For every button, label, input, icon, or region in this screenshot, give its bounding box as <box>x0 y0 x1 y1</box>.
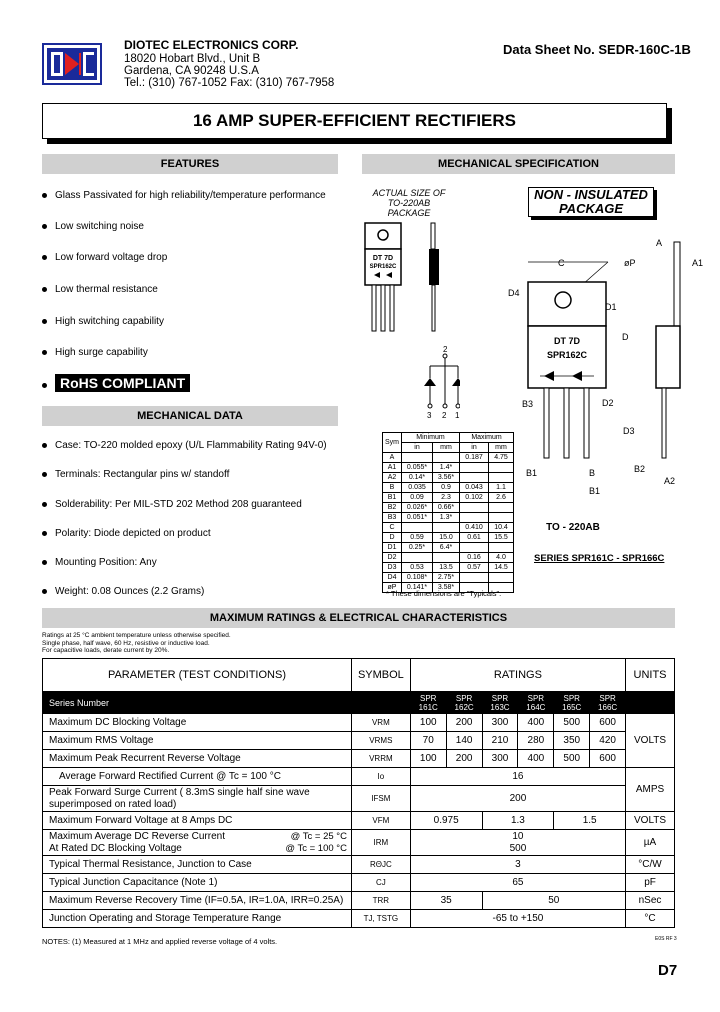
table-row: Typical Junction Capacitance (Note 1) CJ 65 pF <box>43 874 675 892</box>
small-pin <box>372 285 376 331</box>
mech-data-item: Solderability: Per MIL-STD 202 Method 208 guaranteed <box>42 499 302 510</box>
dim-label-b2: B2 <box>634 464 646 474</box>
side-tab <box>431 223 435 249</box>
dim-label-c: C <box>558 258 565 268</box>
small-pin <box>381 285 385 331</box>
dim-row: D1 0.25* 6.4* <box>383 543 514 553</box>
series-label: SERIES SPR161C - SPR166C <box>534 553 665 564</box>
table-row: Maximum Forward Voltage at 8 Amps DC VFM 0.975 1.3 1.5 VOLTS <box>43 812 675 830</box>
mech-data-item: Case: TO-220 molded epoxy (U/L Flammability Rating 94V-0) <box>42 440 327 451</box>
dim-row: A2 0.14* 3.56* <box>383 473 514 483</box>
dim-row: øP 0.141* 3.58* <box>383 583 514 593</box>
mech-data-item: Polarity: Diode depicted on product <box>42 528 211 539</box>
feature-item: Low forward voltage drop <box>42 252 167 263</box>
drawing-mounting-hole <box>555 292 571 308</box>
dim-label-a1: A1 <box>692 258 704 268</box>
footnote: NOTES: (1) Measured at 1 MHz and applied reverse voltage of 4 volts. <box>42 937 278 946</box>
schematic-diode-icon <box>424 378 436 386</box>
drawing-pin <box>544 388 549 458</box>
diotec-logo <box>42 43 102 85</box>
dim-row: B1 0.09 2.3 0.102 2.6 <box>383 493 514 503</box>
dim-row: B2 0.026* 0.66* <box>383 503 514 513</box>
dim-label-d1: D1 <box>605 302 617 312</box>
drawing-device-line2: SPR162C <box>546 350 588 360</box>
table-row: Junction Operating and Storage Temperature Range TJ, TSTG -65 to +150 °C <box>43 910 675 928</box>
mounting-hole <box>378 230 388 240</box>
dim-row: D2 0.16 4.0 <box>383 553 514 563</box>
dim-row: D4 0.108* 2.75* <box>383 573 514 583</box>
side-pin <box>432 285 435 331</box>
company-name: DIOTEC ELECTRONICS CORP. <box>124 38 299 52</box>
dim-row: C 0.410 10.4 <box>383 523 514 533</box>
small-device-line2: SPR162C <box>369 264 397 270</box>
dim-row: D3 0.53 13.5 0.57 14.5 <box>383 563 514 573</box>
dim-th-min: Minimum <box>402 433 460 443</box>
drawing-device-line1: DT 7D <box>553 336 581 346</box>
small-device-line1: DT 7D <box>372 255 394 262</box>
actual-size-package <box>360 218 460 418</box>
dim-row: B3 0.051* 1.3* <box>383 513 514 523</box>
dim-label-d3: D3 <box>623 426 635 436</box>
phone-fax: Tel.: (310) 767-1052 Fax: (310) 767-7958 <box>124 77 335 89</box>
page-title: 16 AMP SUPER-EFFICIENT RECTIFIERS <box>42 103 667 139</box>
dimensioned-drawing <box>498 232 710 532</box>
dim-label-a: A <box>656 238 663 248</box>
mech-spec-heading: MECHANICAL SPECIFICATION <box>362 154 675 174</box>
actual-size-caption: ACTUAL SIZE OF TO-220AB PACKAGE <box>372 188 446 218</box>
dim-label-b3: B3 <box>522 399 534 409</box>
table-row: Peak Forward Surge Current ( 8.3mS single half sine wave superimposed on rated load) IFSM 200 <box>43 786 675 812</box>
dim-th-in: in <box>460 443 489 453</box>
ratings-heading: MAXIMUM RATINGS & ELECTRICAL CHARACTERISTICS <box>42 608 675 628</box>
table-row: Typical Thermal Resistance, Junction to Case RΘJC 3 °C/W <box>43 856 675 874</box>
datasheet-number: Data Sheet No. SEDR-160C-1B <box>503 42 691 57</box>
revision-mark: E0S RF 3 <box>655 936 677 942</box>
feature-item: High surge capability <box>42 347 148 358</box>
ratings-table <box>42 658 675 928</box>
th-symbol: SYMBOL <box>351 659 410 692</box>
side-body <box>429 249 439 285</box>
dim-label-b1-b: B1 <box>589 486 601 496</box>
schematic-pin-label: 2 <box>442 411 447 418</box>
rohs-badge: RoHS COMPLIANT <box>55 374 190 392</box>
table-row: Maximum DC Blocking Voltage VRM 100 200 300 400 500 600 VOLTS <box>43 714 675 732</box>
drawing-pin <box>564 388 569 458</box>
package-label: TO - 220AB <box>546 522 600 532</box>
th-parameter: PARAMETER (TEST CONDITIONS) <box>43 659 352 692</box>
address-line-2: Gardena, CA 90248 U.S.A <box>124 65 259 77</box>
dim-row: D 0.59 15.0 0.61 15.5 <box>383 533 514 543</box>
dim-label-p: øP <box>624 258 636 268</box>
typicals-note: * These dimensions are "Typicals". <box>386 589 502 598</box>
mech-data-item: Terminals: Rectangular pins w/ standoff <box>42 469 229 480</box>
dim-label-d4: D4 <box>508 288 520 298</box>
drawing-pin <box>584 388 589 458</box>
dim-row: B 0.035 0.9 0.043 1.1 <box>383 483 514 493</box>
feature-item: Low thermal resistance <box>42 284 158 295</box>
mech-data-item: Weight: 0.08 Ounces (2.2 Grams) <box>42 586 204 597</box>
th-units: UNITS <box>626 659 675 692</box>
rohs-item <box>42 375 190 391</box>
drawing-side-pin <box>662 388 666 458</box>
dim-label-a2: A2 <box>664 476 676 486</box>
dim-th-max: Maximum <box>460 433 514 443</box>
diotec-logo-icon <box>42 43 102 85</box>
ratings-pre-notes: Ratings at 25 °C ambient temperature unless otherwise specified. Single phase, half wave, 60 Hz, resistive or inductive load. For capacitive loads, derate current by 20%. <box>42 632 231 654</box>
dim-label-d: D <box>622 332 629 342</box>
features-heading: FEATURES <box>42 154 338 174</box>
dim-row: A1 0.055* 1.4* <box>383 463 514 473</box>
schematic-pin-2-top: 2 <box>443 345 448 354</box>
drawing-side-tab <box>674 242 680 326</box>
schematic-pin-label: 3 <box>427 411 432 418</box>
dim-label-d2: D2 <box>602 398 614 408</box>
drawing-side-body <box>656 326 680 388</box>
series-row: Series Number SPR 161C SPR 162C SPR 163C SPR 164C SPR 165C SPR 166C <box>43 692 675 714</box>
dim-label-b: B <box>589 468 596 478</box>
feature-item: Glass Passivated for high reliability/temperature performance <box>42 190 326 201</box>
dim-th-mm: mm <box>433 443 460 453</box>
dim-th-sym: Sym <box>383 433 402 453</box>
dim-row: A 0.187 4.75 <box>383 453 514 463</box>
non-insulated-label: NON - INSULATED PACKAGE <box>528 187 654 217</box>
dimension-table <box>382 432 514 593</box>
table-row: Maximum Peak Recurrent Reverse Voltage VRRM 100 200 300 400 500 600 <box>43 750 675 768</box>
page-code: D7 <box>658 962 678 979</box>
dim-th-in: in <box>402 443 433 453</box>
schematic-node <box>443 354 447 358</box>
table-row: Maximum RMS Voltage VRMS 70 140 210 280 350 420 <box>43 732 675 750</box>
th-ratings: RATINGS <box>410 659 625 692</box>
schematic-diode-icon <box>452 378 460 386</box>
feature-item: High switching capability <box>42 316 164 327</box>
mech-data-heading: MECHANICAL DATA <box>42 406 338 426</box>
feature-item: Low switching noise <box>42 221 144 232</box>
schematic-pin-label: 1 <box>455 411 460 418</box>
dim-th-mm: mm <box>489 443 514 453</box>
small-pin <box>390 285 394 331</box>
table-row: Maximum Reverse Recovery Time (IF=0.5A, IR=1.0A, IRR=0.25A) TRR 35 50 nSec <box>43 892 675 910</box>
mech-data-item: Mounting Position: Any <box>42 557 157 568</box>
address-line-1: 18020 Hobart Blvd., Unit B <box>124 53 261 65</box>
table-row: Average Forward Rectified Current @ Tc = 100 °C Io 16 AMPS <box>43 768 675 786</box>
table-row: Maximum Average DC Reverse Current At Rated DC Blocking Voltage @ Tc = 25 °C @ Tc = 100 °C IRM 10 500 µA <box>43 830 675 856</box>
dim-label-b1: B1 <box>526 468 538 478</box>
